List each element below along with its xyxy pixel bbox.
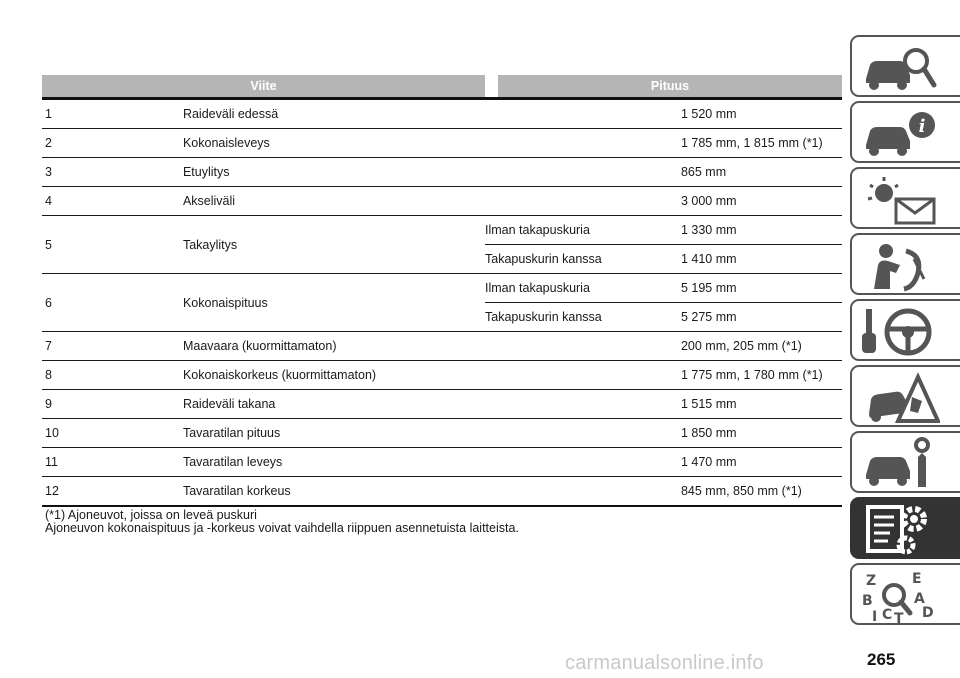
table-notes bbox=[45, 509, 805, 535]
index-letter-e: E bbox=[912, 571, 922, 587]
row-value: 845 mm, 850 mm (*1) bbox=[681, 477, 842, 507]
table-row bbox=[42, 129, 842, 158]
row-number: 8 bbox=[42, 361, 183, 390]
svg-text:i: i bbox=[918, 116, 926, 137]
row-number: 11 bbox=[42, 448, 183, 477]
row-value: 1 515 mm bbox=[681, 390, 842, 419]
row-label: Kokonaiskorkeus (kuormittamaton) bbox=[183, 361, 681, 390]
table-row bbox=[42, 158, 842, 187]
row-value: 1 850 mm bbox=[681, 419, 842, 448]
row-label: Kokonaisleveys bbox=[183, 129, 681, 158]
row-value: 865 mm bbox=[681, 158, 842, 187]
row-sublabel: Takapuskurin kanssa bbox=[485, 303, 681, 332]
row-label: Tavaratilan korkeus bbox=[183, 477, 681, 507]
key-steering-wheel-icon bbox=[860, 305, 940, 359]
row-label: Akseliväli bbox=[183, 187, 681, 216]
row-number: 1 bbox=[42, 99, 183, 129]
row-value: 3 000 mm bbox=[681, 187, 842, 216]
row-value: 200 mm, 205 mm (*1) bbox=[681, 332, 842, 361]
table-row bbox=[42, 274, 842, 303]
car-info-icon bbox=[860, 107, 940, 161]
index-letter-i: I bbox=[872, 609, 878, 623]
index-search-icon bbox=[860, 569, 940, 623]
row-number: 5 bbox=[42, 216, 183, 274]
row-number: 10 bbox=[42, 419, 183, 448]
row-value: 5 275 mm bbox=[681, 303, 842, 332]
table-row bbox=[42, 361, 842, 390]
table-row bbox=[42, 99, 842, 129]
row-number: 6 bbox=[42, 274, 183, 332]
row-label: Etuylitys bbox=[183, 158, 681, 187]
seat-airbag-icon bbox=[860, 239, 940, 293]
table-row bbox=[42, 332, 842, 361]
row-sublabel: Takapuskurin kanssa bbox=[485, 245, 681, 274]
watermark: carmanualsonline.info bbox=[565, 652, 764, 674]
specs-gear-icon bbox=[860, 503, 940, 557]
header-length: Pituus bbox=[498, 75, 842, 99]
row-value: 1 410 mm bbox=[681, 245, 842, 274]
index-letter-c: C bbox=[882, 607, 893, 623]
row-value: 1 470 mm bbox=[681, 448, 842, 477]
table-header-row bbox=[42, 75, 842, 99]
row-value: 1 520 mm bbox=[681, 99, 842, 129]
row-value: 1 785 mm, 1 815 mm (*1) bbox=[681, 129, 842, 158]
index-letter-d: D bbox=[922, 605, 934, 621]
table-row bbox=[42, 216, 842, 245]
row-label: Maavaara (kuormittamaton) bbox=[183, 332, 681, 361]
footnote: (*1) Ajoneuvot, joissa on leveä puskuri bbox=[45, 508, 257, 522]
row-number: 12 bbox=[42, 477, 183, 507]
table-row bbox=[42, 419, 842, 448]
row-number: 7 bbox=[42, 332, 183, 361]
row-label: Takaylitys bbox=[183, 216, 485, 274]
row-value: 5 195 mm bbox=[681, 274, 842, 303]
row-number: 9 bbox=[42, 390, 183, 419]
row-number: 3 bbox=[42, 158, 183, 187]
remark: Ajoneuvon kokonaispituus ja -korkeus voivat vaihdella riippuen asennetuista laitteista. bbox=[45, 521, 519, 535]
tab-car-info[interactable] bbox=[850, 101, 960, 163]
warning-lights-icon bbox=[860, 173, 940, 227]
dimensions-table bbox=[42, 75, 842, 507]
tab-warning-lights[interactable] bbox=[850, 167, 960, 229]
row-sublabel: Ilman takapuskuria bbox=[485, 274, 681, 303]
row-label: Tavaratilan leveys bbox=[183, 448, 681, 477]
car-tools-icon bbox=[860, 437, 940, 491]
tab-key-steering[interactable] bbox=[850, 299, 960, 361]
index-letter-a: A bbox=[914, 591, 925, 607]
table-row bbox=[42, 187, 842, 216]
tab-specifications[interactable] bbox=[850, 497, 960, 559]
row-label: Raideväli edessä bbox=[183, 99, 681, 129]
row-value: 1 330 mm bbox=[681, 216, 842, 245]
tab-index[interactable] bbox=[850, 563, 960, 625]
index-letter-t: T bbox=[894, 611, 904, 623]
index-letter-z: Z bbox=[866, 573, 877, 589]
row-label: Tavaratilan pituus bbox=[183, 419, 681, 448]
tab-seat-airbag[interactable] bbox=[850, 233, 960, 295]
tab-car-tools[interactable] bbox=[850, 431, 960, 493]
row-sublabel: Ilman takapuskuria bbox=[485, 216, 681, 245]
tab-crash-warning[interactable] bbox=[850, 365, 960, 427]
row-label: Raideväli takana bbox=[183, 390, 681, 419]
row-number: 2 bbox=[42, 129, 183, 158]
row-value: 1 775 mm, 1 780 mm (*1) bbox=[681, 361, 842, 390]
tab-car-search[interactable] bbox=[850, 35, 960, 97]
index-letter-b: B bbox=[862, 593, 873, 609]
row-number: 4 bbox=[42, 187, 183, 216]
table-row bbox=[42, 477, 842, 507]
table-row bbox=[42, 390, 842, 419]
table-row bbox=[42, 448, 842, 477]
car-search-icon bbox=[860, 41, 940, 95]
page-number: 265 bbox=[867, 650, 896, 669]
header-ref: Viite bbox=[42, 75, 485, 99]
row-label: Kokonaispituus bbox=[183, 274, 485, 332]
car-crash-warning-icon bbox=[860, 371, 940, 425]
